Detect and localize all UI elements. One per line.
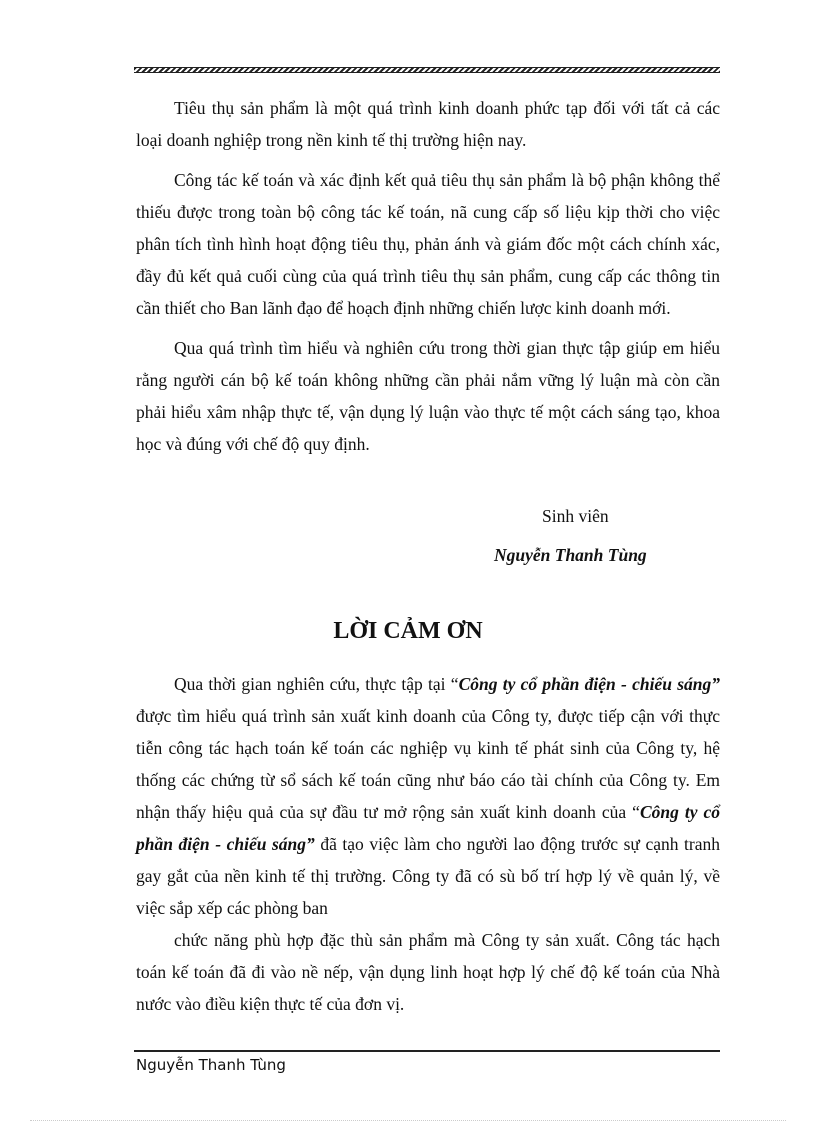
acknowledgement-text bbox=[136, 668, 720, 1020]
signature-role: Sinh viên bbox=[542, 506, 609, 526]
page-edge bbox=[30, 1120, 786, 1121]
paragraph-1: Tiêu thụ sản phẩm là một quá trình kinh doanh phức tạp đối với tất cả các loại doanh nghiệp trong nền kinh tế thị trường hiện nay. bbox=[136, 98, 720, 150]
company-name-1: Công ty cổ phần điện - chiếu sáng” bbox=[458, 674, 720, 694]
acknowledgement-paragraph-2: chức năng phù hợp đặc thù sản phẩm mà Công ty sản xuất. Công tác hạch toán kế toán đã đi vào nề nếp, vận dụng linh hoạt hợp lý chế độ kế toán của Nhà nước vào điều kiện thực tế của đơn vị. bbox=[136, 930, 720, 1014]
ack-text-b: được tìm hiểu quá trình sản xuất kinh doanh của Công ty, được tiếp cận với thực tiễn công tác hạch toán kế toán các nghiệp vụ kinh tế phát sinh của Công ty, hệ thống các chứng từ sổ sách kế toán cũng như báo cáo tài chính của Công ty. Em nhận thấy hiệu quả của sự đầu tư mở rộng sản xuất kinh doanh của “ bbox=[136, 706, 720, 822]
footer-rule bbox=[134, 1050, 720, 1052]
section-heading: LỜI CẢM ƠN bbox=[333, 618, 483, 644]
paragraph-2: Công tác kế toán và xác định kết quả tiêu thụ sản phẩm là bộ phận không thể thiếu được trong toàn bộ công tác kế toán, nã cung cấp số liệu kịp thời cho việc phân tích tình hình hoạt động tiêu thụ, phản ánh và giám đốc một cách chính xác, đầy đủ kết quả cuối cùng của quá trình tiêu thụ sản phẩm, cung cấp các thông tin cần thiết cho Ban lãnh đạo để hoạch định những chiến lược kinh doanh mới. bbox=[136, 170, 720, 318]
ack-text-a: Qua thời gian nghiên cứu, thực tập tại “ bbox=[174, 674, 459, 694]
acknowledgement-paragraph-1 bbox=[136, 668, 720, 924]
company-name-2: Công ty cổ phần điện - chiếu sáng” bbox=[136, 802, 720, 854]
header-rule bbox=[134, 67, 720, 73]
paragraph-3: Qua quá trình tìm hiểu và nghiên cứu trong thời gian thực tập giúp em hiểu rằng người cán bộ kế toán không những cần phải nắm vững lý luận mà còn cần phải hiểu xâm nhập thực tế, vận dụng lý luận vào thực tế một cách sáng tạo, khoa học và đúng với chế độ quy định. bbox=[136, 338, 720, 454]
footer-author: Nguyễn Thanh Tùng bbox=[136, 1056, 286, 1074]
body-text bbox=[136, 92, 720, 460]
ack-text-c: đã tạo việc làm cho người lao động trước sự cạnh tranh gay gắt của nền kinh tế thị trường. Công ty đã có sù bố trí hợp lý về quản lý, về việc sắp xếp các phòng ban bbox=[136, 834, 721, 918]
signature-name: Nguyễn Thanh Tùng bbox=[494, 545, 647, 565]
